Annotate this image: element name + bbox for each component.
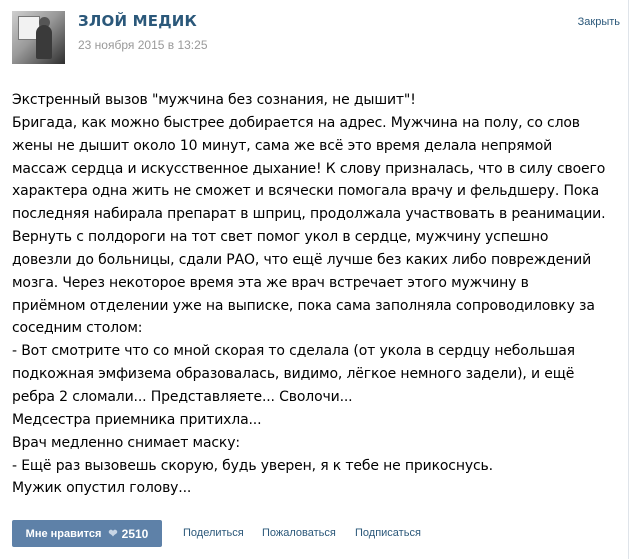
author-name[interactable]: ЗЛОЙ МЕДИК bbox=[78, 12, 197, 30]
post-line: Бригада, как можно быстрее добирается на адрес. Мужчина на полу, со слов bbox=[12, 114, 580, 131]
post-line: соседним столом: bbox=[12, 320, 143, 337]
post-text bbox=[12, 89, 617, 500]
share-link[interactable]: Поделиться bbox=[183, 527, 244, 539]
avatar-figure-shape bbox=[36, 25, 52, 59]
post-line: - Вот смотрите что со мной скорая то сделала (от укола в сердцу небольшая bbox=[12, 343, 575, 360]
report-link[interactable]: Пожаловаться bbox=[262, 527, 336, 539]
post-line: - Ещё раз вызовешь скорую, будь уверен, я к тебе не прикоснусь. bbox=[12, 457, 493, 474]
post-line: Мужик опустил голову... bbox=[12, 480, 192, 497]
post-line: характера одна жить не сможет и всячески помогала врачу и фельдшеру. Пока bbox=[12, 183, 600, 200]
avatar[interactable] bbox=[12, 11, 65, 64]
post-line: ребра 2 сломали... Представляете... Сволочи... bbox=[12, 388, 353, 405]
subscribe-link[interactable]: Подписаться bbox=[355, 527, 421, 539]
like-label: Мне нравится bbox=[25, 527, 102, 540]
post-line: жены не дышит около 10 минут, сама же всё это время делала непрямой bbox=[12, 137, 553, 154]
post-header bbox=[0, 0, 629, 75]
post-date[interactable]: 23 ноября 2015 в 13:25 bbox=[78, 38, 208, 52]
post-line: последняя набирала препарат в шприц, продолжала участвовать в реанимации. bbox=[12, 206, 606, 223]
like-button[interactable] bbox=[12, 520, 162, 547]
post-line: приёмном отделении уже на выписке, пока сама заполняла сопроводиловку за bbox=[12, 297, 595, 314]
post-footer bbox=[0, 520, 629, 547]
post-line: Медсестра приемника притихла... bbox=[12, 411, 262, 428]
post-line: Экстренный вызов "мужчина без сознания, не дышит"! bbox=[12, 92, 416, 108]
post-line: Врач медленно снимает маску: bbox=[12, 434, 240, 451]
post-line: довезли до больницы, сдали РАО, что ещё лучше без каких либо повреждений bbox=[12, 251, 592, 268]
post-line: массаж сердца и искусственное дыхание! К слову призналась, что в силу своего bbox=[12, 160, 606, 177]
post-line: Вернуть с полдороги на тот свет помог укол в сердце, мужчину успешно bbox=[12, 229, 549, 246]
like-count: 2510 bbox=[121, 526, 149, 541]
heart-icon: ❤ bbox=[108, 528, 118, 540]
post-line: подкожная эмфизема образовалась, видимо, лёгкое немного задели), и ещё bbox=[12, 366, 575, 383]
close-link[interactable]: Закрыть bbox=[577, 16, 620, 28]
post-line: мозга. Через некоторое время эта же врач встречает этого мужчину в bbox=[12, 274, 529, 291]
